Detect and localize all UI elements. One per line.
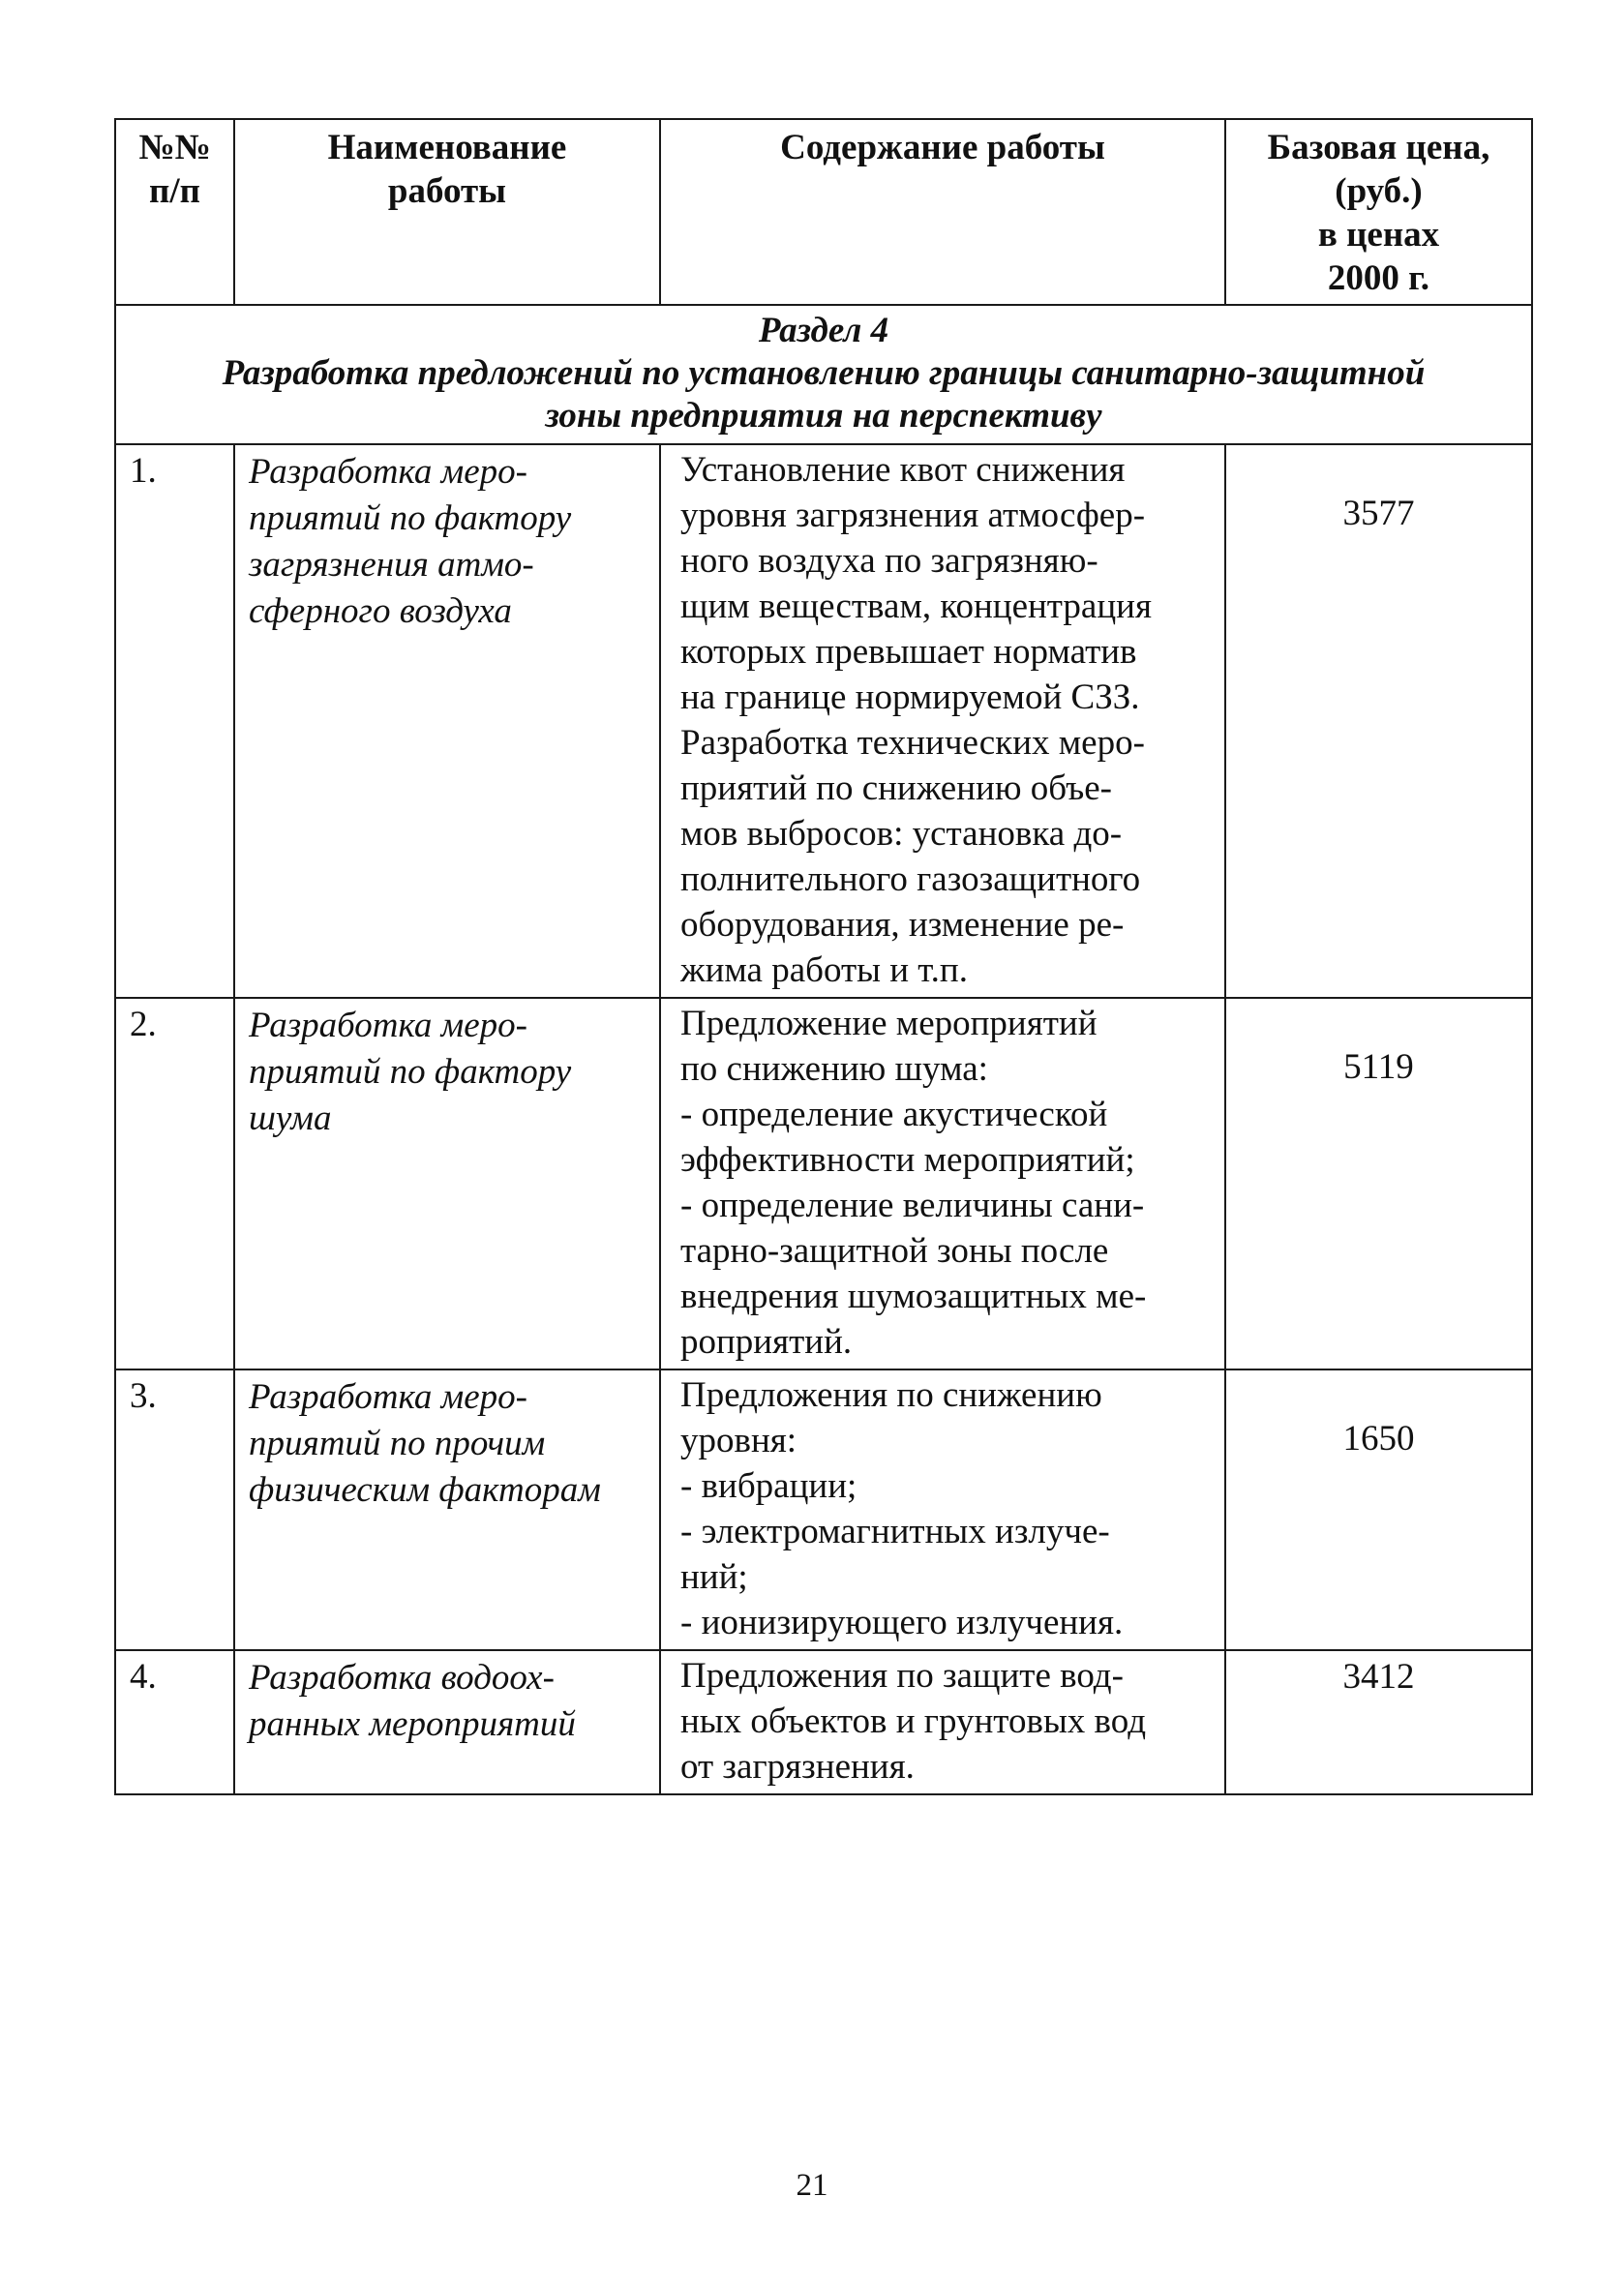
header-number (115, 119, 234, 305)
work-content-line: уровня: (680, 1421, 797, 1460)
header-price (1225, 119, 1532, 305)
work-name-line: приятий по фактору (249, 498, 572, 538)
work-content-line: - определение величины сани- (680, 1186, 1145, 1225)
work-content-line: - определение акустической (680, 1095, 1108, 1134)
work-content (660, 1650, 1225, 1794)
row-number: 1. (115, 444, 234, 998)
header-content-line: Содержание работы (780, 128, 1105, 167)
table-header-row (115, 119, 1532, 305)
work-content-line: эффективности мероприятий; (680, 1140, 1135, 1180)
header-name-line: Наименование (327, 128, 567, 167)
work-content-line: которых превышает норматив (680, 632, 1137, 672)
section-row (115, 305, 1532, 444)
work-content-line: Предложение мероприятий (680, 1004, 1098, 1043)
work-content-line: Разработка технических меро- (680, 723, 1145, 763)
section-title: Раздел 4 (758, 311, 889, 350)
work-content-line: ного воздуха по загрязняю- (680, 541, 1098, 581)
work-content-line: Предложения по защите вод- (680, 1656, 1124, 1696)
work-content-line: жима работы и т.п. (680, 950, 968, 990)
row-number: 4. (115, 1650, 234, 1794)
work-name (234, 444, 660, 998)
work-content-line: - электромагнитных излуче- (680, 1512, 1110, 1551)
table-row (115, 1650, 1532, 1794)
header-price-line: (руб.) (1335, 171, 1423, 211)
work-content-line: Предложения по снижению (680, 1375, 1102, 1415)
work-name (234, 998, 660, 1369)
work-name-line: физическим факторам (249, 1470, 601, 1510)
header-name-line: работы (387, 171, 507, 211)
work-content-line: щим веществам, концентрация (680, 587, 1152, 626)
header-price-line: Базовая цена, (1267, 128, 1490, 167)
work-name-line: загрязнения атмо- (249, 545, 534, 585)
work-content-line: - вибрации; (680, 1466, 857, 1506)
header-number-line: №№ (138, 128, 211, 167)
work-content-line: полнительного газозащитного (680, 859, 1141, 899)
base-price: 5119 (1225, 998, 1532, 1369)
table-row (115, 1369, 1532, 1650)
section-heading (115, 305, 1532, 444)
work-content-line: приятий по снижению объе- (680, 768, 1112, 808)
header-price-line: 2000 г. (1327, 258, 1430, 298)
work-name-line: приятий по прочим (249, 1424, 546, 1463)
work-content-line: от загрязнения. (680, 1747, 915, 1787)
work-content (660, 1369, 1225, 1650)
base-price: 3577 (1225, 444, 1532, 998)
work-name-line: Разработка меро- (249, 1377, 527, 1417)
work-content-line: уровня загрязнения атмосфер- (680, 496, 1146, 535)
work-content-line: внедрения шумозащитных ме- (680, 1277, 1147, 1316)
section-subtitle-line: зоны предприятия на перспективу (545, 396, 1102, 436)
work-name-line: сферного воздуха (249, 591, 512, 631)
work-name-line: шума (249, 1098, 332, 1138)
work-content-line: по снижению шума: (680, 1049, 988, 1089)
header-price-line: в ценах (1317, 215, 1440, 255)
header-name (234, 119, 660, 305)
work-content-line: тарно-защитной зоны после (680, 1231, 1109, 1271)
work-content-line: Установление квот снижения (680, 450, 1126, 490)
work-content-line: ний; (680, 1557, 748, 1597)
header-content (660, 119, 1225, 305)
work-content (660, 998, 1225, 1369)
section-subtitle-line: Разработка предложений по установлению границы санитарно-защитной (222, 353, 1426, 393)
table-row (115, 998, 1532, 1369)
work-content-line: - ионизирующего излучения. (680, 1603, 1124, 1642)
base-price: 3412 (1225, 1650, 1532, 1794)
header-number-line: п/п (149, 171, 200, 211)
work-content-line: на границе нормируемой СЗЗ. (680, 677, 1140, 717)
base-price: 1650 (1225, 1369, 1532, 1650)
work-content (660, 444, 1225, 998)
row-number: 3. (115, 1369, 234, 1650)
work-name-line: ранных мероприятий (249, 1704, 576, 1744)
work-name-line: Разработка меро- (249, 452, 527, 492)
work-name-line: Разработка водоох- (249, 1658, 555, 1698)
work-name (234, 1650, 660, 1794)
work-content-line: мов выбросов: установка до- (680, 814, 1123, 854)
work-name-line: Разработка меро- (249, 1006, 527, 1045)
work-content-line: роприятий. (680, 1322, 853, 1362)
work-content-line: оборудования, изменение ре- (680, 905, 1125, 945)
work-content-line: ных объектов и грунтовых вод (680, 1701, 1147, 1741)
work-name-line: приятий по фактору (249, 1052, 572, 1092)
table-row (115, 444, 1532, 998)
page-number: 21 (796, 2168, 828, 2203)
work-name (234, 1369, 660, 1650)
price-table (114, 118, 1533, 1795)
row-number: 2. (115, 998, 234, 1369)
